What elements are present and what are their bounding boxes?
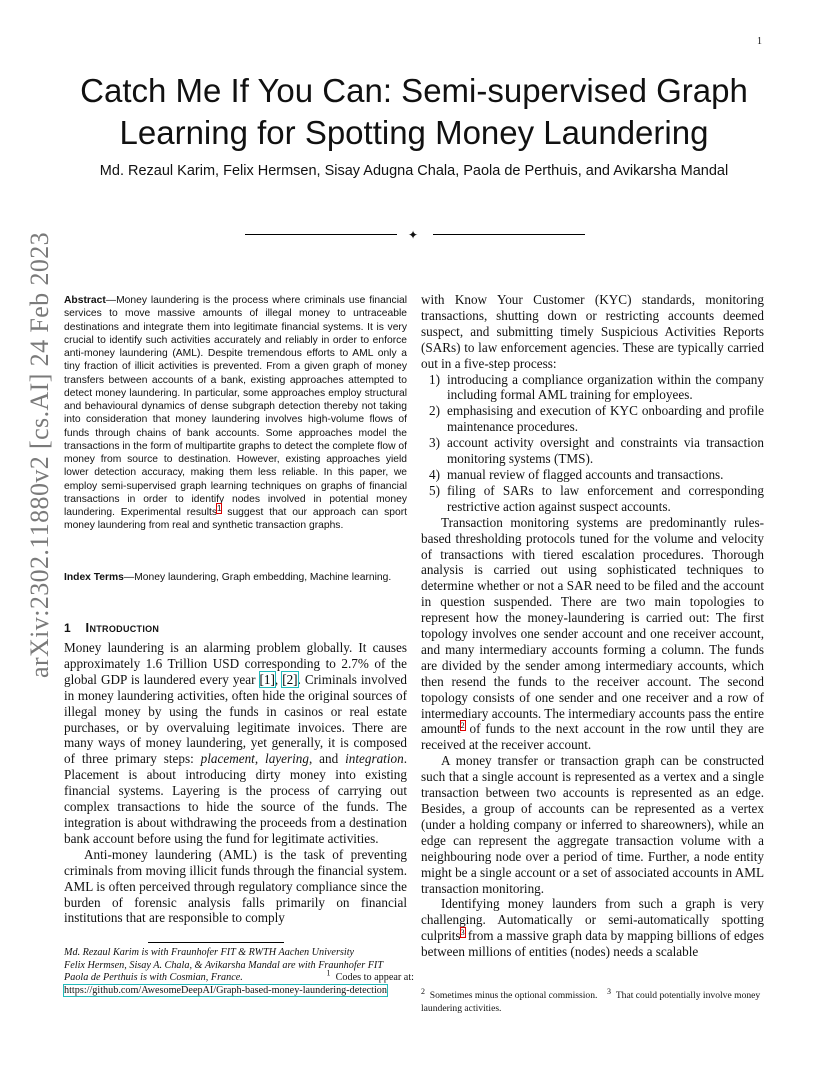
right-paragraph-3: Identifying money launders from such a graph is very challenging. Automatically or semi-automatically spotting culprits$^3$ from a massive graph data by mapping billions of edges between millions of entities (nodes) needs a scalable <box>421 896 764 960</box>
footnote-rule <box>148 942 284 943</box>
index-terms-label: Index Terms <box>64 572 124 583</box>
index-terms-text: —Money laundering, Graph embedding, Machine learning. <box>123 572 392 583</box>
index-terms <box>64 572 407 583</box>
right-paragraph-1: Transaction monitoring systems are predominantly rules-based thresholding protocols tuned for the volume and velocity of transactions with tiered escalation procedures. Thorough analysis is carried out using sophisticated techniques to determine whether or not a SAR need to be filed and the account in question suspended. There are two main topologies to represent how the money-laundering is carried out: The first topology involves one sender account and one receiver account, and many intermediary accounts forming a column. The funds are divided by the sender among intermediary accounts, which then resend the funds to the receiver account. The second topology consists of one sender and one receiver and a row of intermediary accounts. The intermediary accounts pass the entire amount$^2$ of funds to the next account in the row until they are received at the receiver account. <box>421 514 764 753</box>
abstract-text: —Money laundering is the process where criminals use financial services to move massive amounts of illegal money to untraceable destinations and integrate them into legitimate financial systems. It is very crucial to identify such activities accurately and reliably in order to enforce anti-money laundering (AML). Despite tremendous efforts to AML only a tiny fraction of illicit activities is prevented. From a given graph of money transfers between accounts of a bank, existing approaches attempted to detect money laundering. In particular, some approaches employ structural and behavioural dynamics of dense subgraph detection thereby not taking into consideration that money laundering involves high-volume flows of funds through chains of bank accounts. Some approaches model the transactions in the form of multipartite graphs to detect the complete flow of money from source to destination. However, existing approaches yield lower detection accuracy, making them less reliable. In this paper, we employ semi-supervised graph learning techniques on graphs of financial transactions in order to identify nodes involved in potential money laundering. Experimental results <box>64 295 407 518</box>
title-line-1: Catch Me If You Can: Semi-supervised Graph <box>80 72 748 109</box>
citation-1-link[interactable]: [1] <box>259 671 275 687</box>
footnote-1-ref[interactable]: 1 <box>217 503 222 513</box>
divider-line-left <box>245 234 397 235</box>
affiliation-2: Felix Hermsen, Sisay A. Chala, & Avikarsha Mandal are with Fraunhofer FIT <box>64 959 383 971</box>
footnote-2-mark: 2 <box>421 986 425 996</box>
list-item: 4) manual review of flagged accounts and transactions. <box>429 466 724 482</box>
list-item: 2) emphasising and execution of KYC onboarding and profile maintenance procedures. <box>429 403 764 435</box>
title-line-2: Learning for Spotting Money Laundering <box>119 114 709 151</box>
section-number: 1 <box>64 621 71 635</box>
intro-column-right <box>421 292 764 960</box>
abstract <box>64 294 407 533</box>
intro-paragraph-1: Money laundering is an alarming problem globally. It causes approximately 1.6 Trillion USD corresponding to 2.7% of the global GDP is laundered every year [1], [2]. Criminals involved in money laundering activities, often hide the original sources of illegal money by using the funds in casinos or real estate purchases, or by overvaluing legitimate invoices. There are many ways of money laundering, yet generally, it is composed of three primary steps: placement, layering, and integration. Placement is about introducing dirty money into existing financial systems. Layering is the process of carrying out complex transactions to hide the source of the funds. The integration is about withdrawing the proceeds from a destination bank account before using the fund for legitimate activities. <box>64 640 408 846</box>
right-paragraph-2: A money transfer or transaction graph can be constructed such that a single account is represented as a vertex and a single transaction between two accounts is represented as an edge. Besides, a group of accounts can be represented as a vertex (under a holding company or inferred to shareowners), while an edge can represent the aggregate transaction volume with a neighbouring node over a period of time. Further, a node entity might be a single account or a set of associated accounts in AML transaction monitoring. <box>421 753 764 896</box>
intro-column-left <box>64 640 407 926</box>
footnote-1-mark: 1 <box>326 968 331 978</box>
section-divider <box>245 228 585 242</box>
term-layering: layering <box>265 751 309 767</box>
footnote-2-text: Sometimes minus the optional commission. <box>429 990 598 1001</box>
footnote-3-text: That could potentially involve money laundering activities. <box>421 990 761 1014</box>
diamond-icon: ✦ <box>408 228 419 242</box>
page-number: 1 <box>757 36 762 47</box>
paper-title <box>60 70 768 154</box>
term-placement: placement <box>200 751 255 767</box>
divider-line-right <box>433 234 585 235</box>
footnote-3-ref[interactable]: 3 <box>460 927 465 937</box>
section-heading <box>64 620 407 635</box>
footnotes-right <box>421 986 766 1015</box>
citation-2-link[interactable]: [2] <box>282 671 298 687</box>
intro-paragraph-2: Anti-money laundering (AML) is the task of preventing criminals from moving illicit funds through the financial system. AML is often perceived through regulatory compliance since the burden of forensic analysis falls primarily on financial institutions that are responsible to comply <box>64 846 407 926</box>
footnote-1-text: Codes to appear at: <box>335 972 414 984</box>
right-paragraph-0: with Know Your Customer (KYC) standards, monitoring transactions, shutting down or restricting accounts deemed suspect, and submitting timely Suspicious Activities Reports (SARs) to law enforcement agencies. These are typically carried out in a five-step process: <box>421 292 764 371</box>
footnote-2-ref[interactable]: 2 <box>460 721 465 731</box>
footnote-3-mark: 3 <box>607 986 612 996</box>
term-integration: integration <box>345 751 404 767</box>
affiliation-1: Md. Rezaul Karim is with Fraunhofer FIT & RWTH Aachen University <box>64 947 355 958</box>
author-list: Md. Rezaul Karim, Felix Hermsen, Sisay Adugna Chala, Paola de Perthuis, and Avikarsha Mandal <box>99 163 729 179</box>
list-item: 3) account activity oversight and constraints via transaction monitoring systems (TMS). <box>429 435 764 467</box>
list-item: 1) introducing a compliance organization within the company including formal AML training for employees. <box>429 371 764 403</box>
section-title: Introduction <box>85 620 160 635</box>
code-repository-link[interactable]: https://github.com/AwesomeDeepAI/Graph-based-money-laundering-detection <box>64 984 387 996</box>
abstract-tail: suggest that our approach can sport money laundering from real and synthetic transaction graphs. <box>64 507 408 532</box>
abstract-label: Abstract <box>64 295 106 306</box>
list-item: 5) filing of SARs to law enforcement and corresponding restrictive action against suspect accounts. <box>429 482 764 514</box>
affiliation-3: Paola de Perthuis is with Cosmian, France. $^1$ Codes to appear at: <box>64 968 414 984</box>
arxiv-watermark: arXiv:2302.11880v2 [cs.AI] 24 Feb 2023 <box>25 231 54 678</box>
footnotes-left <box>64 947 414 997</box>
aml-steps-list <box>421 372 764 515</box>
